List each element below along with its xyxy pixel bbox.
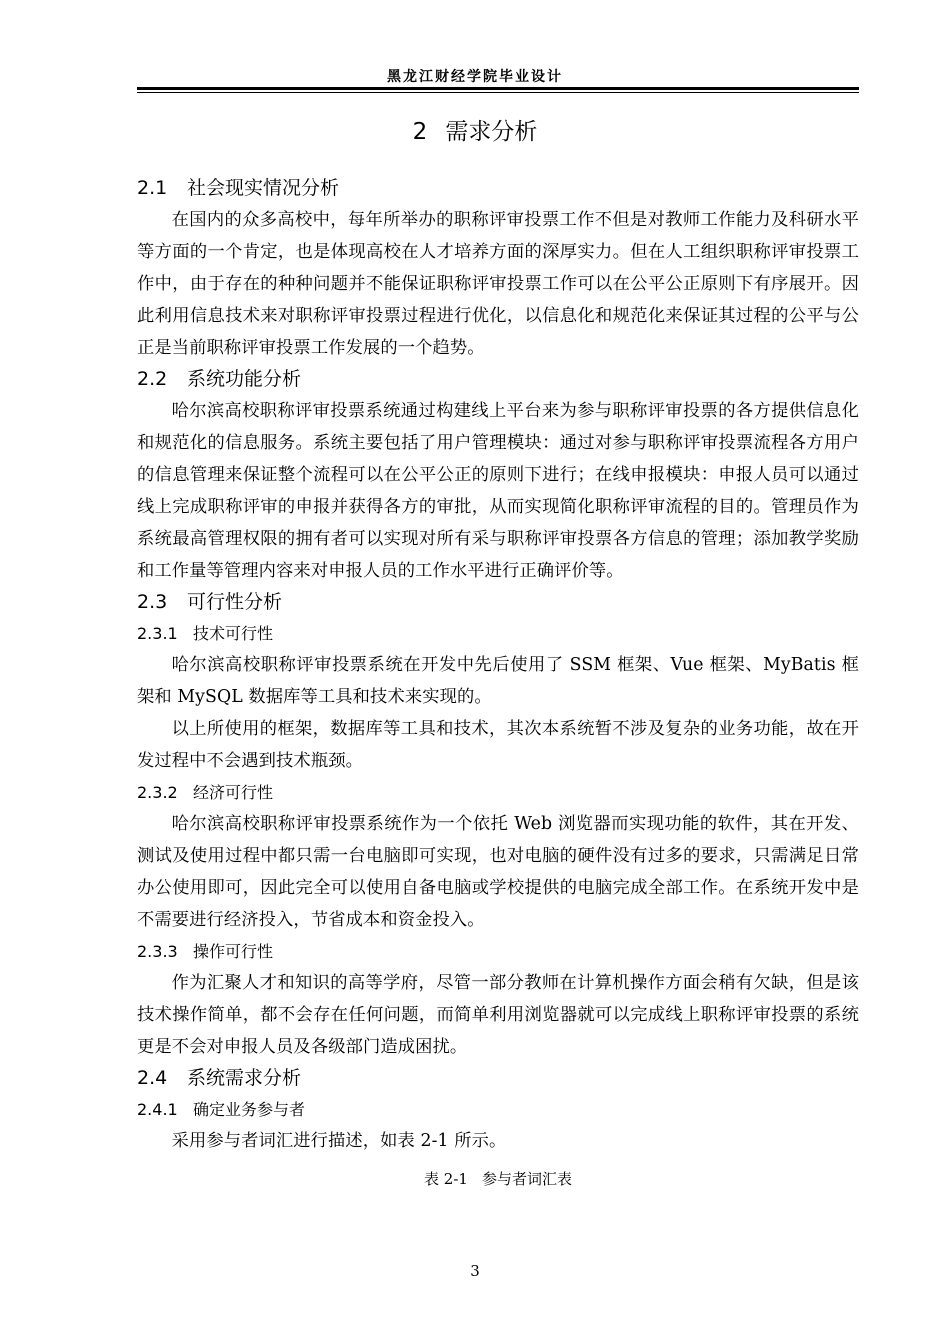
paragraph-2-1: 在国内的众多高校中，每年所举办的职称评审投票工作不但是对教师工作能力及科研水平等方面的一个肯定，也是体现高校在人才培养方面的深厚实力。但在人工组织职称评审投票工作中，由于存在的种种问题并不能保证职称评审投票工作可以在公平公正原则下有序展开。因此利用信息技术来对职称评审投票过程进行优化，以信息化和规范化来保证其过程的公平与公正是当前职称评审投票工作发展的一个趋势。 [137, 210, 859, 358]
paragraph-2-3-1-a: 哈尔滨高校职称评审投票系统在开发中先后使用了 SSM 框架、Vue 框架、MyBatis 框架和 MySQL 数据库等工具和技术来实现的。 [137, 655, 859, 707]
subsection-heading-2-3-2 [137, 777, 859, 808]
table-caption [137, 1159, 859, 1199]
section-title: 社会现实情况分析 [187, 177, 340, 199]
paragraph-2-3-2: 哈尔滨高校职称评审投票系统作为一个依托 Web 浏览器而实现功能的软件，其在开发、测试及使用过程中都只需一台电脑即可实现，也对电脑的硬件没有过多的要求，只需满足日常办公使用即可，因此完全可以使用自备电脑或学校提供的电脑完成全部工作。在系统开发中是不需要进行经济投入，节省成本和资金投入。 [137, 814, 859, 930]
subsection-heading-2-4-1 [137, 1094, 859, 1125]
subsection-title: 操作可行性 [193, 942, 274, 961]
header-school-title: 黑龙江财经学院毕业设计 [387, 69, 563, 85]
section-heading-2-3 [137, 587, 859, 618]
paragraph-2-4-1: 采用参与者词汇进行描述，如表 2-1 所示。 [171, 1131, 507, 1151]
subsection-heading-2-3-3 [137, 936, 859, 967]
header-rule-thin [137, 92, 859, 93]
chapter-number: 2 [412, 119, 428, 145]
chapter-title [0, 113, 950, 146]
subsection-number: 2.3.3 [137, 942, 178, 961]
subsection-title: 确定业务参与者 [193, 1100, 306, 1119]
paragraph-2-3-1-b: 以上所使用的框架，数据库等工具和技术，其次本系统暂不涉及复杂的业务功能，故在开发过程中不会遇到技术瓶颈。 [137, 719, 859, 771]
table-caption-title: 参与者词汇表 [481, 1170, 572, 1188]
subsection-number: 2.4.1 [137, 1100, 178, 1119]
subsection-title: 经济可行性 [193, 783, 274, 802]
table-caption-number: 表 2-1 [424, 1170, 468, 1188]
section-title: 系统需求分析 [187, 1067, 302, 1089]
chapter-name: 需求分析 [445, 119, 538, 145]
page-number: 3 [470, 1262, 480, 1280]
section-title: 系统功能分析 [187, 368, 302, 390]
section-number: 2.3 [137, 591, 168, 613]
section-heading-2-1 [137, 173, 859, 204]
section-number: 2.2 [137, 368, 168, 390]
subsection-heading-2-3-1 [137, 618, 859, 649]
paragraph-2-3-3: 作为汇聚人才和知识的高等学府，尽管一部分教师在计算机操作方面会稍有欠缺，但是该技术操作简单，都不会存在任何问题，而简单利用浏览器就可以完成线上职称评审投票的系统更是不会对申报人员及各级部门造成困扰。 [137, 973, 859, 1057]
paragraph-2-2: 哈尔滨高校职称评审投票系统通过构建线上平台来为参与职称评审投票的各方提供信息化和规范化的信息服务。系统主要包括了用户管理模块：通过对参与职称评审投票流程各方用户的信息管理来保证整个流程可以在公平公正的原则下进行；在线申报模块：申报人员可以通过线上完成职称评审的申报并获得各方的审批，从而实现简化职称评审流程的目的。管理员作为系统最高管理权限的拥有者可以实现对所有采与职称评审投票各方信息的管理；添加教学奖励和工作量等管理内容来对申报人员的工作水平进行正确评价等。 [137, 401, 859, 581]
section-heading-2-2 [137, 364, 859, 395]
subsection-number: 2.3.2 [137, 783, 178, 802]
header-rule-thick [137, 87, 859, 90]
section-number: 2.1 [137, 177, 168, 199]
section-number: 2.4 [137, 1067, 168, 1089]
subsection-title: 技术可行性 [193, 624, 274, 643]
section-title: 可行性分析 [187, 591, 283, 613]
subsection-number: 2.3.1 [137, 624, 178, 643]
section-heading-2-4 [137, 1063, 859, 1094]
page-body [137, 173, 859, 1199]
